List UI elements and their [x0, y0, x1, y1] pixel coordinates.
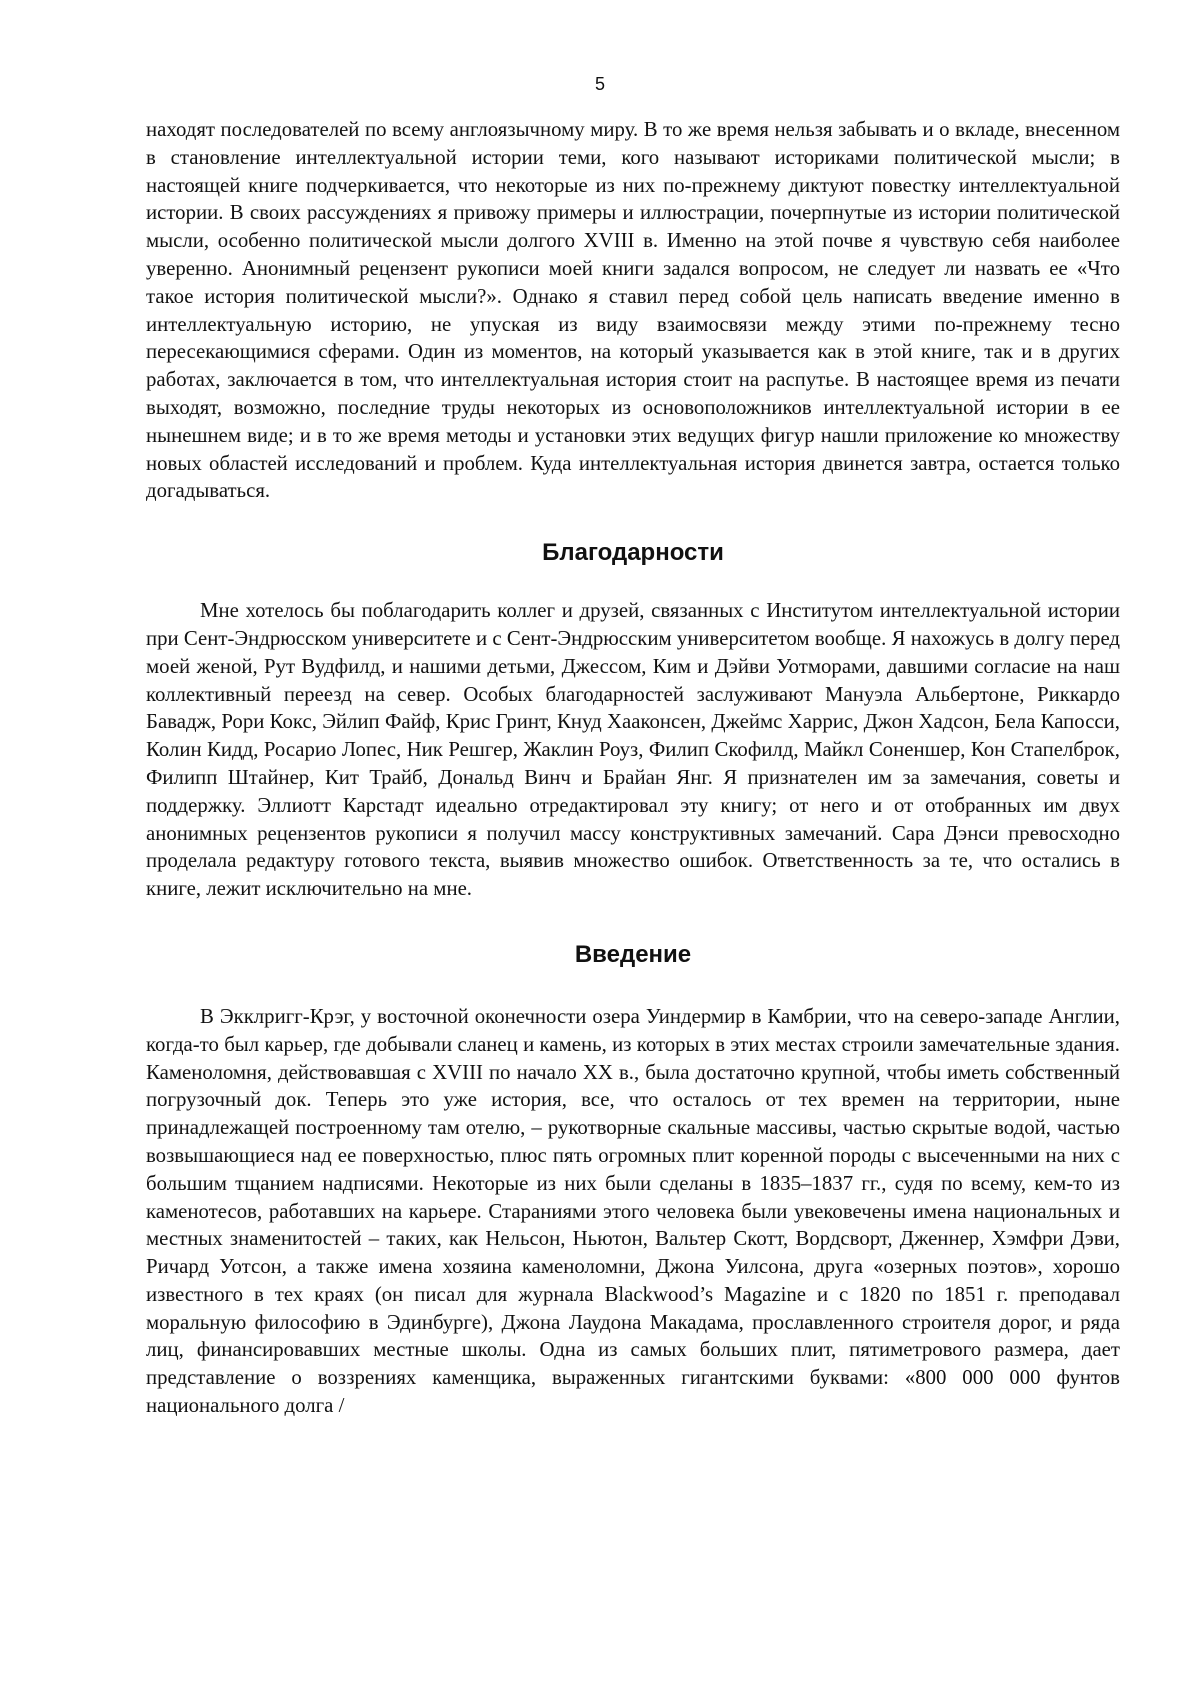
- heading-introduction: Введение: [574, 940, 692, 968]
- page-content: [146, 116, 1120, 1420]
- paragraph-intro-continued: находят последователей по всему англоязычному миру. В то же время нельзя забывать и о вкладе, внесенном в становление интеллектуальной истории теми, кого называют историками политической мысли; в настоящей книге подчеркивается, что некоторые из них по-прежнему диктуют повестку интеллектуальной истории. В своих рассуждениях я привожу примеры и иллюстрации, почерпнутые из истории политической мысли, особенно политической мысли долгого XVIII в. Именно на этой почве я чувствую себя наиболее уверенно. Анонимный рецензент рукописи моей книги задался вопросом, не следует ли назвать ее «Что такое история политической мысли?». Однако я ставил перед собой цель написать введение именно в интеллектуальную историю, не упуская из виду взаимосвязи между этими по-прежнему тесно пересекающимися сферами. Один из моментов, на который указывается как в этой книге, так и в других работах, заключается в том, что интеллектуальная история стоит на распутье. В настоящее время из печати выходят, возможно, последние труды некоторых из основоположников интеллектуальной истории в ее нынешнем виде; и в то же время методы и установки этих ведущих фигур нашли приложение ко множеству новых областей исследований и проблем. Куда интеллектуальная история двинется завтра, остается только догадываться.: [146, 118, 1120, 503]
- heading-acknowledgements: Благодарности: [542, 539, 724, 567]
- page-number: 5: [594, 74, 605, 94]
- paragraph-introduction: В Экклригг-Крэг, у восточной оконечности озера Уиндермир в Камбрии, что на северо-западе Англии, когда-то был карьер, где добывали сланец и камень, из которых в этих местах строили замечательные здания. Каменоломня, действовавшая с XVIII по начало XX в., была достаточно крупной, чтобы иметь собственный погрузочный док. Теперь это уже история, все, что осталось от тех времен на территории, ныне принадлежащей построенному там отелю, – рукотворные скальные массивы, частью скрытые водой, частью возвышающиеся над ее поверхностью, плюс пять огромных плит коренной породы с высеченными на них с большим тщанием надписями. Некоторые из них были сделаны в 1835–1837 гг., судя по всему, кем-то из каменотесов, работавших на карьере. Стараниями этого человека были увековечены имена национальных и местных знаменитостей – таких, как Нельсон, Ньютон, Вальтер Скотт, Вордсворт, Дженнер, Хэмфри Дэви, Ричард Уотсон, а также имена хозяина каменоломни, Джона Уилсона, друга «озерных поэтов», хорошо известного в тех краях (он писал для журнала Blackwood’s Magazine и с 1820 по 1851 г. преподавал моральную философию в Эдинбурге), Джона Лаудона Макадама, прославленного строителя дорог, и ряда лиц, финансировавших местные школы. Одна из самых больших плит, пятиметрового размера, дает представление о воззрениях каменщика, выраженных гигантскими буквами: «800 000 000 фунтов национального долга /: [146, 1004, 1120, 1418]
- paragraph-acknowledgements: Мне хотелось бы поблагодарить коллег и друзей, связанных с Институтом интеллектуальной истории при Сент-Эндрюсском университете и с Сент-Эндрюсским университетом вообще. Я нахожусь в долгу перед моей женой, Рут Вудфилд, и нашими детьми, Джессом, Ким и Дэйви Уотморами, давшими согласие на наш коллективный переезд на север. Особых благодарностей заслуживают Мануэла Альбертоне, Риккардо Бавадж, Рори Кокс, Эйлип Файф, Крис Гринт, Кнуд Хааконсен, Джеймс Харрис, Джон Хадсон, Бела Капосси, Колин Кидд, Росарио Лопес, Ник Решгер, Жаклин Роуз, Филип Скофилд, Майкл Соненшер, Кон Стапелброк, Филипп Штайнер, Кит Трайб, Дональд Винч и Брайан Янг. Я признателен им за замечания, советы и поддержку. Эллиотт Карстадт идеально отредактировал эту книгу; от него и от отобранных им двух анонимных рецензентов рукописи я получил массу конструктивных замечаний. Сара Дэнси превосходно проделала редактуру готового текста, выявив множество ошибок. Ответственность за те, что остались в книге, лежит исключительно на мне.: [146, 599, 1120, 901]
